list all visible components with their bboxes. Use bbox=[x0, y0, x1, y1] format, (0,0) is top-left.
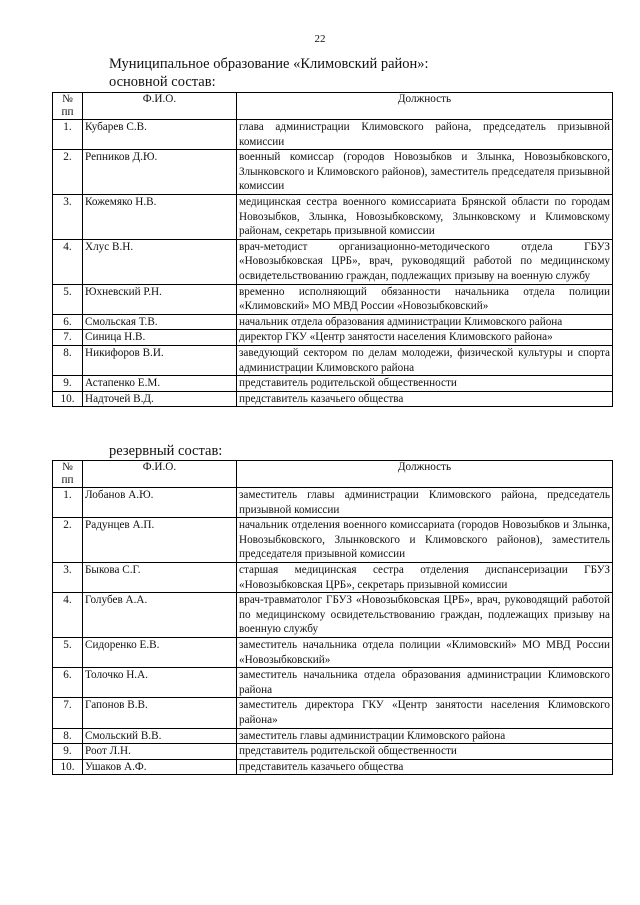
member-position: военный комиссар (городов Новозыбков и Злынка, Новозыбковского, Злынковского и Климовского районов), заместитель председателя призывной комиссии bbox=[237, 150, 613, 195]
row-number: 7. bbox=[53, 698, 83, 728]
table-row bbox=[53, 345, 613, 375]
member-name: Кожемяко Н.В. bbox=[83, 194, 237, 239]
row-number: 2. bbox=[53, 150, 83, 195]
column-header-name: Ф.И.О. bbox=[83, 93, 237, 120]
table-row bbox=[53, 239, 613, 284]
row-number: 2. bbox=[53, 518, 83, 563]
table-row bbox=[53, 488, 613, 518]
row-number: 1. bbox=[53, 120, 83, 150]
member-position: заместитель главы администрации Климовского района, председатель призывной комиссии bbox=[237, 488, 613, 518]
page-number: 22 bbox=[314, 33, 326, 45]
main-table bbox=[52, 92, 613, 407]
main-table-header bbox=[53, 93, 613, 120]
main-table-body bbox=[53, 120, 613, 407]
column-header-num: № пп bbox=[53, 93, 83, 120]
reserve-table-body bbox=[53, 488, 613, 775]
member-position: заместитель начальника отдела полиции «Климовский» МО МВД России «Новозыбковский» bbox=[237, 637, 613, 667]
table-row bbox=[53, 728, 613, 744]
column-header-name: Ф.И.О. bbox=[83, 461, 237, 488]
member-position: директор ГКУ «Центр занятости населения Климовского района» bbox=[237, 330, 613, 346]
member-position: заместитель директора ГКУ «Центр занятости населения Климовского района» bbox=[237, 698, 613, 728]
member-position: глава администрации Климовского района, председатель призывной комиссии bbox=[237, 120, 613, 150]
row-number: 5. bbox=[53, 284, 83, 314]
table-row bbox=[53, 330, 613, 346]
column-header-position: Должность bbox=[237, 461, 613, 488]
member-position: временно исполняющий обязанности начальника отдела полиции «Климовский» МО МВД России «Новозыбковский» bbox=[237, 284, 613, 314]
member-name: Астапенко Е.М. bbox=[83, 376, 237, 392]
table-row bbox=[53, 698, 613, 728]
member-name: Сидоренко Е.В. bbox=[83, 637, 237, 667]
member-position: заместитель начальника отдела образования администрации Климовского района bbox=[237, 668, 613, 698]
member-position: представитель родительской общественности bbox=[237, 376, 613, 392]
column-header-position: Должность bbox=[237, 93, 613, 120]
row-number: 8. bbox=[53, 345, 83, 375]
row-number: 5. bbox=[53, 637, 83, 667]
table-row bbox=[53, 518, 613, 563]
member-position: заведующий сектором по делам молодежи, физической культуры и спорта администрации Климовского района bbox=[237, 345, 613, 375]
member-name: Смольская Т.В. bbox=[83, 314, 237, 330]
member-name: Роот Л.Н. bbox=[83, 744, 237, 760]
row-number: 6. bbox=[53, 668, 83, 698]
table-row bbox=[53, 194, 613, 239]
member-position: медицинская сестра военного комиссариата Брянской области по городам Новозыбков, Злынка, Новозыбковскому, Злынковскому и Климовскому районам, секретарь призывной комиссии bbox=[237, 194, 613, 239]
member-name: Ушаков А.Ф. bbox=[83, 759, 237, 775]
row-number: 10. bbox=[53, 391, 83, 407]
table-row bbox=[53, 150, 613, 195]
member-name: Голубев А.А. bbox=[83, 593, 237, 638]
table-row bbox=[53, 314, 613, 330]
member-position: начальник отдела образования администрации Климовского района bbox=[237, 314, 613, 330]
row-number: 8. bbox=[53, 728, 83, 744]
reserve-table-header bbox=[53, 461, 613, 488]
member-name: Хлус В.Н. bbox=[83, 239, 237, 284]
row-number: 9. bbox=[53, 744, 83, 760]
row-number: 7. bbox=[53, 330, 83, 346]
member-name: Толочко Н.А. bbox=[83, 668, 237, 698]
member-name: Радунцев А.П. bbox=[83, 518, 237, 563]
table-row bbox=[53, 376, 613, 392]
member-name: Синица Н.В. bbox=[83, 330, 237, 346]
member-name: Лобанов А.Ю. bbox=[83, 488, 237, 518]
member-position: врач-травматолог ГБУЗ «Новозыбковская ЦРБ», врач, руководящий работой по медицинскому освидетельствованию граждан, подлежащих призыву на военную службу bbox=[237, 593, 613, 638]
member-name: Кубарев С.В. bbox=[83, 120, 237, 150]
row-number: 3. bbox=[53, 194, 83, 239]
member-name: Гапонов В.В. bbox=[83, 698, 237, 728]
member-name: Смольский В.В. bbox=[83, 728, 237, 744]
row-number: 9. bbox=[53, 376, 83, 392]
member-position: старшая медицинская сестра отделения диспансеризации ГБУЗ «Новозыбковская ЦРБ», секретарь призывной комиссии bbox=[237, 562, 613, 592]
table-row bbox=[53, 120, 613, 150]
member-position: врач-методист организационно-методического отдела ГБУЗ «Новозыбковская ЦРБ», врач, руководящий работой по медицинскому освидетельствованию граждан, подлежащих призыву на военную службу bbox=[237, 239, 613, 284]
row-number: 1. bbox=[53, 488, 83, 518]
table-row bbox=[53, 593, 613, 638]
member-name: Быкова С.Г. bbox=[83, 562, 237, 592]
row-number: 4. bbox=[53, 239, 83, 284]
table-row bbox=[53, 759, 613, 775]
row-number: 4. bbox=[53, 593, 83, 638]
reserve-subheading: резервный состав: bbox=[109, 443, 223, 459]
reserve-table bbox=[52, 460, 613, 775]
table-row bbox=[53, 668, 613, 698]
table-row bbox=[53, 562, 613, 592]
member-position: начальник отделения военного комиссариата (городов Новозыбков и Злынка, Новозыбковского, Злынковского и Климовского районов), заместитель председателя призывной комиссии bbox=[237, 518, 613, 563]
member-name: Юхневский Р.Н. bbox=[83, 284, 237, 314]
member-position: представитель казачьего общества bbox=[237, 759, 613, 775]
member-name: Репников Д.Ю. bbox=[83, 150, 237, 195]
member-position: заместитель главы администрации Климовского района bbox=[237, 728, 613, 744]
table-row bbox=[53, 284, 613, 314]
row-number: 6. bbox=[53, 314, 83, 330]
member-name: Никифоров В.И. bbox=[83, 345, 237, 375]
main-subheading: основной состав: bbox=[109, 74, 216, 90]
main-heading: Муниципальное образование «Климовский район»: bbox=[109, 56, 429, 72]
table-row bbox=[53, 744, 613, 760]
member-position: представитель казачьего общества bbox=[237, 391, 613, 407]
column-header-num: № пп bbox=[53, 461, 83, 488]
member-position: представитель родительской общественности bbox=[237, 744, 613, 760]
row-number: 3. bbox=[53, 562, 83, 592]
table-row bbox=[53, 637, 613, 667]
table-row bbox=[53, 391, 613, 407]
member-name: Надточей В.Д. bbox=[83, 391, 237, 407]
row-number: 10. bbox=[53, 759, 83, 775]
